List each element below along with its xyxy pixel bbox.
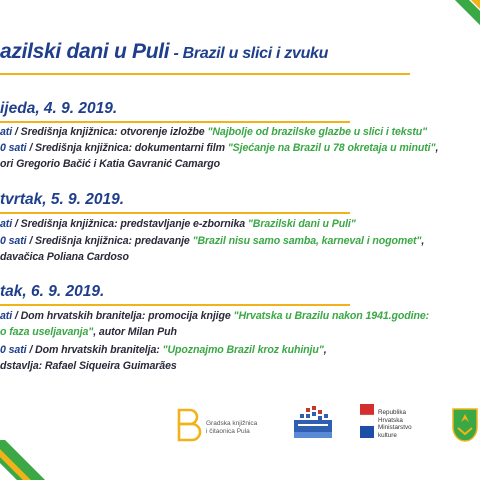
festival-logo <box>292 400 336 460</box>
city-coat-of-arms <box>452 400 480 460</box>
event-suffix: , <box>323 344 327 356</box>
library-logo <box>176 400 266 460</box>
event-text: ori Gregorio Bačić i Katia Gavranić Camargo <box>0 158 221 170</box>
event-text: / Središnja knjižnica: otvorenje izložbe <box>12 126 208 138</box>
event-text: / Dom hrvatskih branitelja: <box>26 344 163 356</box>
festival-logo-icon <box>292 400 334 446</box>
event-row <box>0 326 177 338</box>
event-time: 0 sati <box>0 142 27 154</box>
event-text: dstavlja: Rafael Siqueira Guimarães <box>0 360 177 372</box>
event-row <box>0 344 327 356</box>
event-text: davačica Poliana Cardoso <box>0 251 129 263</box>
event-row <box>0 360 177 372</box>
event-row <box>0 235 424 247</box>
event-row <box>0 251 129 263</box>
library-logo-icon <box>176 406 202 446</box>
event-row <box>0 218 356 230</box>
event-text: / Središnja knjižnica: dokumentarni film <box>26 142 228 154</box>
event-time: 0 sati <box>0 344 27 356</box>
ministry-name-line1: Republika <box>378 409 407 416</box>
ministry-name-line3: Ministarstvo <box>378 424 412 431</box>
day-heading-1: ijeda, 4. 9. 2019. <box>0 100 118 117</box>
event-title: o faza useljavanja" <box>0 326 94 338</box>
event-text: / Središnja knjižnica: predavanje <box>26 235 193 247</box>
event-title: "Najbolje od brazilske glazbe u slici i tekstu" <box>207 126 428 138</box>
event-time: ati <box>0 310 13 322</box>
event-row <box>0 126 427 138</box>
event-time: 0 sati <box>0 235 27 247</box>
event-title: "Upoznajmo Brazil kroz kuhinju" <box>162 344 324 356</box>
title-subtitle: - Brazil u slici i zvuku <box>169 45 329 62</box>
event-title: "Hrvatska u Brazilu nakon 1941.godine: <box>233 310 430 322</box>
event-row <box>0 310 429 322</box>
coat-of-arms-icon <box>452 408 478 442</box>
event-suffix: , <box>435 142 439 154</box>
event-title: "Sjećanje na Brazil u 78 okretaja u minuti" <box>227 142 436 154</box>
event-title: "Brazilski dani u Puli" <box>247 218 356 230</box>
event-text: / Središnja knjižnica: predstavljanje e-zbornika <box>12 218 248 230</box>
event-title: "Brazil nisu samo samba, karneval i nogomet" <box>192 235 422 247</box>
library-name-line1: Gradska knjižnica <box>206 420 258 427</box>
croatia-flag-icon <box>360 404 374 438</box>
event-time: ati <box>0 218 13 230</box>
event-suffix: , autor Milan Puh <box>93 326 177 338</box>
event-row <box>0 142 438 154</box>
event-time: ati <box>0 126 13 138</box>
day-underline-1 <box>0 121 350 123</box>
ministry-logo <box>360 400 430 460</box>
corner-stripes-bottom-left <box>0 440 60 480</box>
event-text: / Dom hrvatskih branitelja: promocija knjige <box>12 310 234 322</box>
event-row <box>0 158 220 170</box>
library-name-line2: i čitaonica Pula <box>206 428 250 435</box>
title-main: azilski dani u Puli <box>0 40 170 63</box>
ministry-name-line4: kulture <box>378 431 397 439</box>
title-underline <box>0 73 410 75</box>
corner-stripes-top-right <box>420 0 480 40</box>
page-title <box>0 40 328 64</box>
day-underline-2 <box>0 212 350 214</box>
event-suffix: , <box>421 235 425 247</box>
day-heading-2: tvrtak, 5. 9. 2019. <box>0 191 125 208</box>
day-heading-3: tak, 6. 9. 2019. <box>0 283 105 300</box>
day-underline-3 <box>0 304 350 306</box>
ministry-name-line2: Hrvatska <box>378 416 403 424</box>
